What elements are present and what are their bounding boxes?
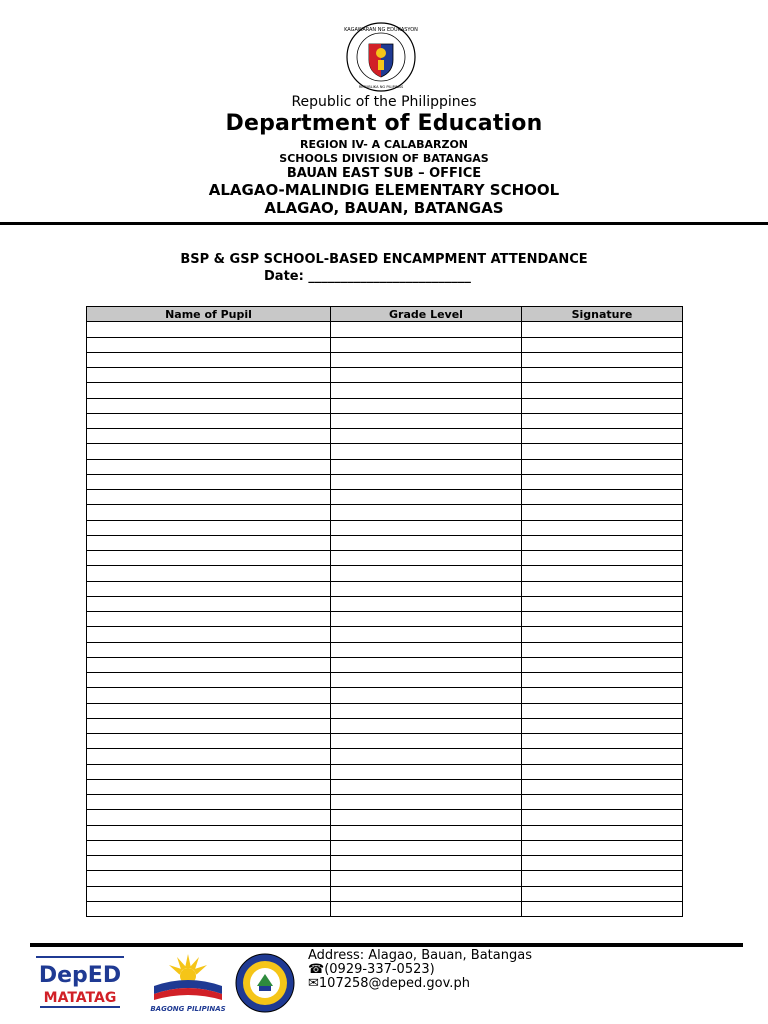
table-row [87,627,683,642]
name-cell [87,581,331,596]
bagong-pilipinas-logo [148,952,228,1014]
table-row [87,825,683,840]
division-heading: SCHOOLS DIVISION OF BATANGAS [279,152,489,165]
table-row [87,840,683,855]
grade-cell [331,322,522,337]
signature-cell [522,566,683,581]
deped-matatag-logo [34,954,126,1012]
phone-icon: ☎ [308,962,325,977]
name-cell [87,734,331,749]
grade-cell [331,383,522,398]
table-row [87,581,683,596]
signature-cell [522,459,683,474]
name-cell [87,352,331,367]
table-row [87,718,683,733]
name-cell [87,368,331,383]
table-row [87,612,683,627]
table-row [87,688,683,703]
name-cell [87,398,331,413]
table-row [87,764,683,779]
envelope-icon: ✉ [308,976,319,991]
school-address-heading: ALAGAO, BAUAN, BATANGAS [264,199,504,217]
document-title: BSP & GSP SCHOOL-BASED ENCAMPMENT ATTENDANCE [180,252,588,267]
signature-cell [522,688,683,703]
header-divider [0,222,768,225]
name-cell [87,596,331,611]
grade-cell [331,871,522,886]
sub-office-heading: BAUAN EAST SUB – OFFICE [286,166,482,181]
name-cell [87,551,331,566]
grade-cell [331,856,522,871]
table-row [87,505,683,520]
signature-cell [522,398,683,413]
table-row [87,474,683,489]
table-row [87,535,683,550]
name-cell [87,474,331,489]
table-row [87,901,683,916]
name-cell [87,718,331,733]
name-cell [87,444,331,459]
signature-cell [522,657,683,672]
table-row [87,459,683,474]
name-cell [87,764,331,779]
name-cell [87,901,331,916]
name-cell [87,810,331,825]
name-cell [87,429,331,444]
signature-cell [522,642,683,657]
footer-divider [30,943,743,947]
grade-cell [331,368,522,383]
signature-cell [522,581,683,596]
seal-top-text: KAGAWARAN NG EDUKASYON [344,27,418,33]
signature-cell [522,764,683,779]
column-header-grade: Grade Level [331,307,522,322]
name-cell [87,749,331,764]
name-cell [87,657,331,672]
grade-cell [331,840,522,855]
grade-cell [331,718,522,733]
grade-cell [331,810,522,825]
signature-cell [522,886,683,901]
signature-cell [522,718,683,733]
signature-cell [522,429,683,444]
grade-cell [331,337,522,352]
name-cell [87,703,331,718]
name-cell [87,612,331,627]
table-row [87,795,683,810]
school-seal-logo [233,952,297,1014]
grade-cell [331,474,522,489]
grade-cell [331,581,522,596]
signature-cell [522,383,683,398]
signature-cell [522,703,683,718]
grade-cell [331,795,522,810]
grade-cell [331,886,522,901]
name-cell [87,673,331,688]
table-row [87,871,683,886]
signature-cell [522,673,683,688]
table-row [87,657,683,672]
bagong-pilipinas-text: BAGONG PILIPINAS [150,1005,226,1013]
region-heading: REGION IV- A CALABARZON [299,138,469,151]
table-row [87,810,683,825]
table-row [87,490,683,505]
footer-address: Address: Alagao, Bauan, Batangas [308,948,532,963]
grade-cell [331,642,522,657]
deped-seal-logo [340,22,422,92]
table-row [87,322,683,337]
signature-cell [522,352,683,367]
table-row [87,337,683,352]
table-row [87,886,683,901]
signature-cell [522,535,683,550]
table-row [87,673,683,688]
name-cell [87,688,331,703]
name-cell [87,871,331,886]
grade-cell [331,612,522,627]
footer-phone-line [308,962,435,977]
grade-cell [331,688,522,703]
name-cell [87,459,331,474]
signature-cell [522,322,683,337]
grade-cell [331,657,522,672]
date-label: Date: [264,269,304,284]
table-row [87,383,683,398]
name-cell [87,383,331,398]
grade-cell [331,566,522,581]
grade-cell [331,734,522,749]
grade-cell [331,459,522,474]
signature-cell [522,749,683,764]
name-cell [87,337,331,352]
signature-cell [522,474,683,489]
footer-phone: (0929-337-0523) [324,962,435,977]
signature-cell [522,627,683,642]
seal-bottom-text: REPUBLIKA NG PILIPINAS [358,85,404,89]
grade-cell [331,429,522,444]
table-row [87,566,683,581]
table-row [87,352,683,367]
grade-cell [331,901,522,916]
signature-cell [522,810,683,825]
signature-cell [522,368,683,383]
grade-cell [331,673,522,688]
name-cell [87,322,331,337]
table-row [87,856,683,871]
name-cell [87,413,331,428]
name-cell [87,490,331,505]
table-row [87,398,683,413]
matatag-logo-text: MATATAG [43,990,117,1006]
name-cell [87,566,331,581]
grade-cell [331,703,522,718]
signature-cell [522,444,683,459]
table-row [87,520,683,535]
table-row [87,429,683,444]
name-cell [87,627,331,642]
grade-cell [331,413,522,428]
grade-cell [331,825,522,840]
grade-cell [331,749,522,764]
deped-logo-text: DepED [38,963,122,988]
date-blank: _________________________ [308,269,471,284]
name-cell [87,505,331,520]
grade-cell [331,779,522,794]
grade-cell [331,444,522,459]
signature-cell [522,596,683,611]
name-cell [87,795,331,810]
grade-cell [331,627,522,642]
republic-heading: Republic of the Philippines [291,94,477,110]
signature-cell [522,871,683,886]
signature-cell [522,779,683,794]
grade-cell [331,596,522,611]
name-cell [87,520,331,535]
grade-cell [331,490,522,505]
column-header-name: Name of Pupil [87,307,331,322]
table-row [87,444,683,459]
table-row [87,749,683,764]
signature-cell [522,520,683,535]
name-cell [87,825,331,840]
name-cell [87,856,331,871]
signature-cell [522,505,683,520]
signature-cell [522,337,683,352]
department-heading: Department of Education [225,111,543,136]
date-line [264,269,471,284]
signature-cell [522,413,683,428]
grade-cell [331,764,522,779]
school-name-heading: ALAGAO-MALINDIG ELEMENTARY SCHOOL [208,181,560,199]
table-row [87,779,683,794]
grade-cell [331,352,522,367]
grade-cell [331,551,522,566]
signature-cell [522,856,683,871]
signature-cell [522,612,683,627]
name-cell [87,886,331,901]
table-row [87,551,683,566]
signature-cell [522,734,683,749]
signature-cell [522,840,683,855]
table-row [87,703,683,718]
signature-cell [522,825,683,840]
grade-cell [331,505,522,520]
attendance-table-body [87,322,683,917]
footer-email-line [308,976,470,991]
table-row [87,413,683,428]
signature-cell [522,490,683,505]
table-row [87,642,683,657]
name-cell [87,642,331,657]
name-cell [87,840,331,855]
signature-cell [522,795,683,810]
signature-cell [522,551,683,566]
table-row [87,734,683,749]
attendance-table [86,306,683,917]
name-cell [87,779,331,794]
name-cell [87,535,331,550]
table-row [87,368,683,383]
table-row [87,596,683,611]
table-header-row [87,307,683,322]
footer-email: 107258@deped.gov.ph [318,976,470,991]
column-header-signature: Signature [522,307,683,322]
grade-cell [331,520,522,535]
grade-cell [331,535,522,550]
grade-cell [331,398,522,413]
signature-cell [522,901,683,916]
